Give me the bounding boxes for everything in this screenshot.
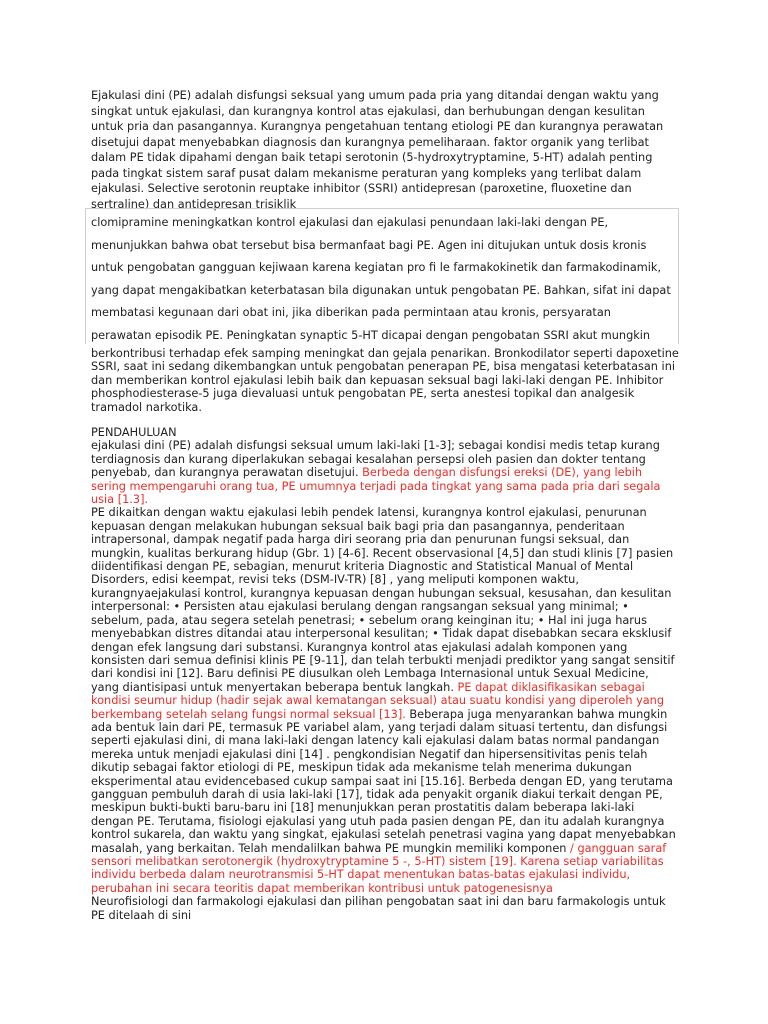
text-run: Beberapa juga menyarankan bahwa mungkin ada bentuk lain dari PE, termasuk PE variabel alam, yang terjadi dalam situasi tertentu, dan disfungsi seperti ejakulasi dini, di mana laki-laki dengan latency kali ejakulasi dalam batas normal pandangan mereka untuk menjadi ejakulasi dini [14] . pengkondisian Negatif dan hipersensitivitas penis telah dikutip sebagai faktor etiologi di PE, meskipun tidak ada mekanisme telah menerima dukungan eksperimental atau evidencebased cukup sampai saat ini [15.16]. Berbeda dengan ED, yang terutama gangguan pembuluh darah di usia laki-laki [17], tidak ada penyakit organik diakui terkait dengan PE, meskipun bukti-bukti baru-baru ini [18] menunjukkan peran prostatitis dalam beberapa laki-laki dengan PE. Terutama, fisiologi ejakulasi yang utuh pada pasien dengan PE, dan itu adalah kurangnya kontrol sukarela, dan waktu yang singkat, ejakulasi setelah penetrasi vagina yang dapat menyebabkan masalah, yang berkaitan. Telah mendalilkan bahwa PE mungkin memiliki komponen <box>91 707 676 855</box>
section-heading: PENDAHULUAN <box>91 426 177 439</box>
boxed-excerpt: clomipramine meningkatkan kontrol ejakulasi dan ejakulasi penundaan laki-laki dengan PE, menunjukkan bahwa obat tersebut bisa bermanfaat bagi PE. Agen ini ditujukan untuk dosis kronis untuk pengobatan gangguan kejiwaan karena kegiatan pro fi le farmakokinetik dan farmakodinamik, yang dapat mengakibatkan keterbatasan bila digunakan untuk pengobatan PE. Bahkan, sifat ini dapat membatasi kegunaan dari obat ini, jika diberikan pada permintaan atau kronis, persyaratan perawatan episodik PE. Peningkatan synaptic 5-HT dicapai dengan pengobatan SSRI akut mungkin <box>85 208 679 344</box>
text-run: PE dikaitkan dengan waktu ejakulasi lebih pendek latensi, kurangnya kontrol ejakulasi, penurunan kepuasan dengan melakukan hubungan seksual baik bagi pria dan pasangannya, penderitaan intrapersonal, dampak negatif pada harga diri seorang pria dan penurunan fungsi seksual, dan mungkin, kualitas berkurang hidup (Gbr. 1) [4-6]. Recent observasional [4,5] dan studi klinis [7] pasien diidentifikasi dengan PE, sebagian, menurut kriteria Diagnostic and Statistical Manual of Mental Disorders, edisi keempat, revisi teks (DSM-IV-TR) [8] , yang meliputi komponen waktu, kurangnyaejakulasi kontrol, kurangnya kepuasan dengan hubungan seksual, kesusahan, dan kesulitan interpersonal: • Persisten atau ejakulasi berulang dengan rangsangan seksual yang minimal; • sebelum, pada, atau segera setelah penetrasi; • sebelum orang keinginan itu; • Hal ini juga harus menyebabkan distres ditandai atau interpersonal kesulitan; • Tidak dapat disebabkan secara eksklusif dengan efek langsung dari substansi. Kurangnya kontrol atas ejakulasi adalah komponen yang konsisten dari semua definisi klinis PE [9-11], dan telah terbukti menjadi prediktor yang sangat sensitif dari kondisi ini [12]. Baru definisi PE diusulkan oleh Lembaga Internasional untuk Sexual Medicine, yang diantisipasi untuk menyertakan beberapa bentuk langkah. <box>91 506 675 694</box>
intro-paragraph-2 <box>91 506 679 895</box>
text-run: ejakulasi dini (PE) adalah disfungsi seksual umum laki-laki [1-3]; sebagai kondisi medis tetap kurang terdiagnosis dan kurang diperlakukan sebagai kesalahan persepsi oleh pasien dan dokter tentang penyebab, dan kurangnya perawatan disetujui. <box>91 439 660 480</box>
highlighted-text: Berbeda dengan disfungsi ereksi (DE), yang lebih sering mempengaruhi orang tua, PE umumnya terjadi pada tingkat yang sama pada pria dari segala usia [1.3]. <box>91 466 661 507</box>
intro-paragraph-1 <box>91 439 679 506</box>
highlighted-text: / gangguan saraf sensori melibatkan serotonergik (hydroxytryptamine 5 -, 5-HT) sistem [19]. Karena setiap variabilitas individu berbeda dalam neurotransmisi 5-HT dapat menentukan batas-batas ejakulasi individu, perubahan ini secara teoritis dapat memberikan kontribusi untuk patogenesisnya <box>91 841 667 895</box>
introduction-section <box>91 426 679 922</box>
intro-paragraph-3: Neurofisiologi dan farmakologi ejakulasi dan pilihan pengobatan saat ini dan baru farmakologis untuk PE ditelaah di sini <box>91 895 666 922</box>
highlighted-text: PE dapat diklasifikasikan sebagai kondisi seumur hidup (hadir sejak awal kematangan seksual) atau suatu kondisi yang diperoleh yang berkembang setelah selang fungsi normal seksual [13]. <box>91 680 665 721</box>
abstract-continuation: berkontribusi terhadap efek samping meningkat dan gejala penarikan. Bronkodilator seperti dapoxetine SSRI, saat ini sedang dikembangkan untuk pengobatan penerapan PE, bisa mengatasi keterbatasan ini dan memberikan kontrol ejakulasi lebih baik dan kepuasan seksual bagi laki-laki dengan PE. Inhibitor phosphodiesterase-5 juga dievaluasi untuk pengobatan PE, serta anestesi topikal dan analgesik tramadol narkotika. <box>91 347 679 414</box>
abstract-paragraph: Ejakulasi dini (PE) adalah disfungsi seksual yang umum pada pria yang ditandai dengan waktu yang singkat untuk ejakulasi, dan kurangnya kontrol atas ejakulasi, dan berhubungan dengan kesulitan untuk pria dan pasangannya. Kurangnya pengetahuan tentang etiologi PE dan kurangnya perawatan disetujui dapat menyebabkan diagnosis dan kurangnya pemeliharaan. faktor organik yang terlibat dalam PE tidak dipahami dengan baik tetapi serotonin (5-hydroxytryptamine, 5-HT) adalah penting pada tingkat sistem saraf pusat dalam mekanisme peraturan yang kompleks yang terlibat dalam ejakulasi. Selective serotonin reuptake inhibitor (SSRI) antidepresan (paroxetine, fluoxetine dan sertraline) dan antidepresan trisiklik <box>91 89 664 211</box>
